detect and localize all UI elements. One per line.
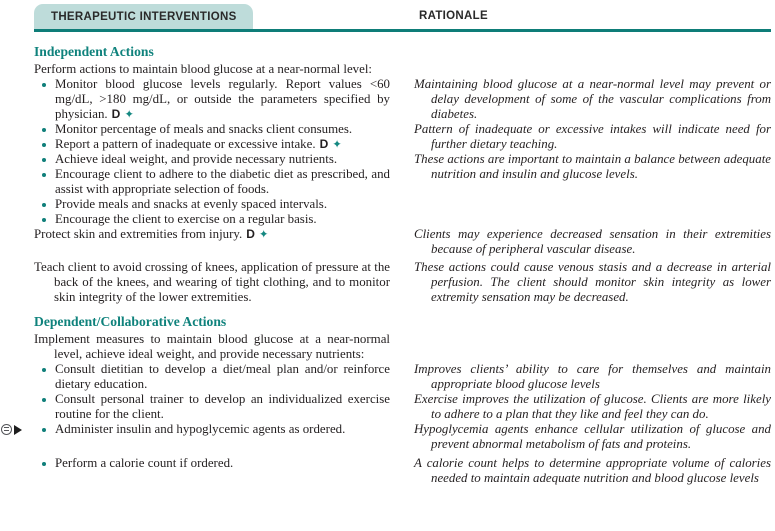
bullet-icon — [42, 203, 46, 207]
rationale-cell — [414, 77, 771, 122]
rationale-cell — [414, 422, 771, 452]
rationale-header-cell — [414, 4, 771, 29]
bullet-icon — [42, 83, 46, 87]
interventions-cell — [34, 456, 390, 486]
rationale-cell — [414, 122, 771, 152]
table-row — [34, 227, 771, 257]
table-row — [34, 43, 771, 60]
table-header-row — [34, 4, 771, 32]
delegate-marker: D — [246, 227, 255, 241]
interventions-cell — [34, 392, 390, 422]
rationale-cell — [414, 392, 771, 422]
interventions-cell — [34, 332, 390, 362]
delegate-marker: D — [319, 137, 329, 151]
circled-equals-icon — [1, 424, 12, 435]
rationale-paragraph: These actions are important to maintain a balance between adequate nutrition and insulin and glucose levels. — [414, 152, 771, 181]
rationale-paragraph: Pattern of inadequate or excessive intakes will indicate need for further dietary teaching. — [414, 122, 771, 151]
intervention-text: Administer insulin and hypoglycemic agents as ordered. — [55, 422, 346, 436]
intervention-item — [34, 152, 390, 167]
rationale-paragraph: Exercise improves the utilization of glucose. Clients are more likely to adhere to a plan that they like and feel they can do. — [414, 392, 771, 421]
bullet-icon — [42, 173, 46, 177]
rationale-cell — [414, 152, 771, 227]
interventions-cell — [34, 77, 390, 122]
intervention-item — [34, 77, 390, 122]
bullet-icon — [42, 398, 46, 402]
rationale-cell — [414, 362, 771, 392]
intervention-item — [34, 392, 390, 422]
interventions-cell — [34, 260, 390, 305]
intervention-item — [34, 456, 390, 471]
bullet-icon — [42, 158, 46, 162]
intervention-text: Monitor percentage of meals and snacks client consumes. — [55, 122, 353, 136]
interventions-cell — [34, 362, 390, 392]
diamond-icon: ✦ — [258, 227, 269, 241]
interventions-cell — [34, 62, 390, 77]
interventions-cell — [34, 122, 390, 152]
intervention-text: Consult personal trainer to develop an individualized exercise routine for the client. — [55, 392, 390, 421]
bullet-icon — [42, 143, 46, 147]
intervention-text: Encourage the client to exercise on a regular basis. — [55, 212, 317, 226]
table-row — [34, 456, 771, 486]
table-row — [34, 122, 771, 152]
section-heading-independent: Independent Actions — [34, 44, 154, 59]
interventions-cell — [34, 152, 390, 227]
table-body — [34, 32, 771, 486]
rationale-cell — [414, 332, 771, 362]
intervention-text: Perform a calorie count if ordered. — [55, 456, 234, 470]
intervention-item — [34, 212, 390, 227]
intervention-paragraph — [34, 227, 390, 242]
intervention-text: Provide meals and snacks at evenly spaced intervals. — [55, 197, 328, 211]
intervention-text: Report a pattern of inadequate or excessive intake. D ✦ — [55, 137, 342, 151]
intervention-paragraph — [34, 260, 390, 305]
table-row — [34, 332, 771, 362]
intervention-text: Perform actions to maintain blood glucose at a near-normal level: — [34, 62, 373, 76]
intervention-text: Teach client to avoid crossing of knees, application of pressure at the back of the knees, and wearing of tight clothing, and to monitor skin integrity of the lower extremities. — [34, 260, 390, 304]
intervention-item — [34, 137, 390, 152]
rationale-paragraph: Maintaining blood glucose at a near-normal level may prevent or delay development of some of the vascular complications from diabetes. — [414, 77, 771, 121]
rationale-paragraph: Hypoglycemia agents enhance cellular utilization of glucose and prevent abnormal metabolism of fats and proteins. — [414, 422, 771, 451]
table-row — [34, 392, 771, 422]
intervention-text: Implement measures to maintain blood glucose at a near-normal level, achieve ideal weight, and provide necessary nutrients: — [34, 332, 390, 361]
rationale-paragraph: Clients may experience decreased sensation in their extremities because of peripheral vascular disease. — [414, 227, 771, 256]
interventions-header-cell — [34, 4, 390, 29]
interventions-cell — [34, 227, 390, 257]
rationale-cell — [414, 62, 771, 77]
table-row — [34, 77, 771, 122]
rationale-header-label: RATIONALE — [419, 10, 488, 22]
rationale-cell — [414, 227, 771, 257]
delegate-marker: D — [111, 107, 121, 121]
interventions-cell — [34, 43, 390, 60]
table-row — [34, 260, 771, 305]
rationale-paragraph: A calorie count helps to determine appropriate volume of calories needed to maintain adequate nutrition and blood glucose levels — [414, 456, 771, 485]
table-row — [34, 422, 771, 452]
diamond-icon: ✦ — [124, 107, 134, 121]
interventions-cell — [34, 422, 390, 452]
rationale-cell — [414, 456, 771, 486]
section-heading-dependent: Dependent/Collaborative Actions — [34, 314, 227, 329]
bullet-icon — [42, 128, 46, 132]
bullet-icon — [42, 218, 46, 222]
intervention-text: Protect skin and extremities from injury. — [34, 227, 243, 241]
diamond-icon: ✦ — [332, 137, 342, 151]
rationale-paragraph: These actions could cause venous stasis and a decrease in arterial perfusion. The client should monitor skin integrity as lower extremity sensation may be decreased. — [414, 260, 771, 304]
interventions-header-tab: THERAPEUTIC INTERVENTIONS — [34, 4, 253, 29]
table-row — [34, 62, 771, 77]
bullet-icon — [42, 462, 46, 466]
intervention-text: Achieve ideal weight, and provide necessary nutrients. — [55, 152, 338, 166]
interventions-cell — [34, 313, 390, 330]
intervention-text: Monitor blood glucose levels regularly. Report values <60 mg/dL, >180 mg/dL, or outside the parameters specified by physician. D ✦ — [55, 77, 390, 121]
rationale-cell — [414, 260, 771, 305]
table-row — [34, 313, 771, 330]
intervention-paragraph — [34, 62, 390, 77]
rationale-cell — [414, 313, 771, 330]
intervention-paragraph — [34, 332, 390, 362]
intervention-item — [34, 122, 390, 137]
intervention-item — [34, 167, 390, 197]
right-arrow-icon — [14, 425, 22, 435]
table-row — [34, 152, 771, 227]
margin-indicator-icon — [1, 424, 22, 435]
rationale-paragraph: Improves clients’ ability to care for themselves and maintain appropriate blood glucose levels — [414, 362, 771, 391]
intervention-item — [34, 422, 390, 437]
intervention-item — [34, 362, 390, 392]
intervention-item — [34, 197, 390, 212]
rationale-cell — [414, 43, 771, 60]
table-row — [34, 362, 771, 392]
bullet-icon — [42, 428, 46, 432]
intervention-text: Encourage client to adhere to the diabetic diet as prescribed, and assist with appropriate selection of foods. — [55, 167, 390, 196]
bullet-icon — [42, 368, 46, 372]
intervention-text: Consult dietitian to develop a diet/meal plan and/or reinforce dietary education. — [55, 362, 390, 391]
